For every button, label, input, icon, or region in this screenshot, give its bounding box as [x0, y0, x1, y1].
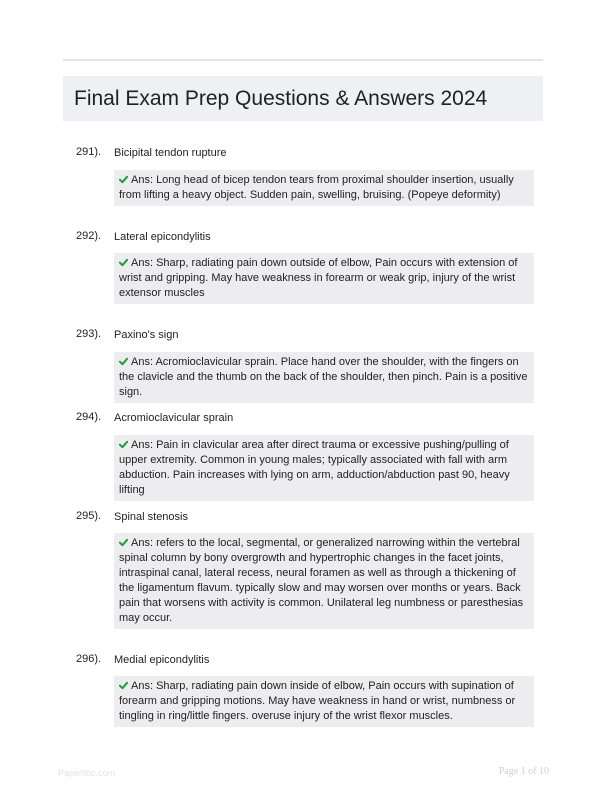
footer-watermark: Paperlibc.com: [58, 768, 116, 778]
question-text: Paxino's sign: [114, 329, 179, 341]
answer-text: Ans: Acromioclavicular sprain. Place hand over the shoulder, with the fingers on the clavicle and the thumb on the back of the shoulder, then pinch. Pain is a positive sign.: [119, 356, 528, 398]
question-number: 292).: [76, 230, 102, 242]
check-icon: [119, 681, 128, 690]
check-icon: [119, 175, 128, 184]
answer-box: [114, 435, 534, 501]
question-number: 295).: [76, 510, 102, 522]
answer-box: [114, 170, 534, 206]
question-text: Medial epicondylitis: [114, 654, 210, 666]
answer-box: [114, 533, 534, 629]
check-icon: [119, 538, 128, 547]
question-text: Acromioclavicular sprain: [114, 412, 234, 424]
question-text: Lateral epicondylitis: [114, 231, 211, 243]
check-icon: [119, 440, 128, 449]
question-number: 294).: [76, 411, 102, 423]
answer-box: [114, 676, 534, 727]
answer-box: [114, 253, 534, 304]
answer-text: Ans: Pain in clavicular area after direct trauma or excessive pushing/pulling of upper extremity. Common in young males; typically associated with fall with arm abduction. Pain increases with lying on arm, adduction/abduction past 90, heavy lifting: [119, 439, 510, 496]
question-text: Bicipital tendon rupture: [114, 147, 227, 159]
title-banner: [63, 76, 543, 121]
page-title: Final Exam Prep Questions & Answers 2024: [74, 87, 488, 110]
question-number: 293).: [76, 328, 102, 340]
check-icon: [119, 258, 128, 267]
answer-text: Ans: Sharp, radiating pain down inside of elbow, Pain occurs with supination of forearm and gripping motions. May have weakness in hand or wrist, numbness or tingling in ring/little fingers. overuse injury of the wrist flexor muscles.: [119, 680, 516, 722]
question-number: 296).: [76, 653, 102, 665]
answer-text: Ans: refers to the local, segmental, or generalized narrowing within the vertebral spinal column by bony overgrowth and hypertrophic changes in the facet joints, intraspinal canal, lateral recess, neural foramen as well as through a thickening of the ligamentum flavum. typically slow and may worsen over months or years. Back pain that worsens with activity is common. Unilateral leg numbness or paresthesias may occur.: [119, 537, 524, 624]
page-number: Page 1 of 10: [498, 766, 549, 777]
question-text: Spinal stenosis: [114, 511, 188, 523]
answer-text: Ans: Sharp, radiating pain down outside of elbow, Pain occurs with extension of wrist and gripping. May have weakness in forearm or weak grip, injury of the wrist extensor muscles: [119, 257, 518, 299]
question-number: 291).: [76, 146, 102, 158]
check-icon: [119, 357, 128, 366]
answer-text: Ans: Long head of bicep tendon tears from proximal shoulder insertion, usually from lifting a heavy object. Sudden pain, swelling, bruising. (Popeye deformity): [119, 174, 514, 201]
answer-box: [114, 352, 534, 403]
top-divider: [63, 59, 543, 61]
